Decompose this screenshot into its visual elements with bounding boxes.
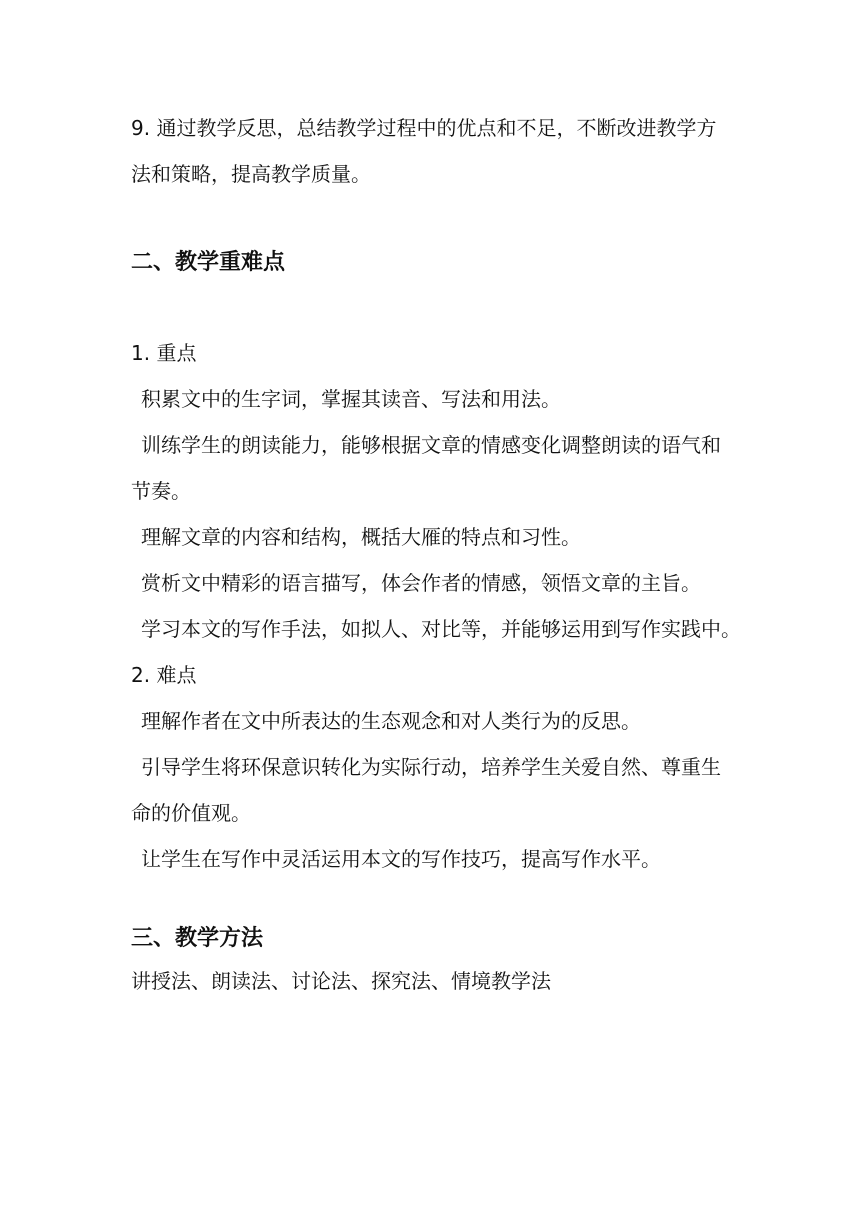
paragraph-line: 法和策略，提高教学质量。	[131, 162, 371, 186]
teaching-methods-text	[131, 958, 741, 1004]
key-item: 赏析文中精彩的语言描写，体会作者的情感，领悟文章的主旨。	[141, 571, 701, 595]
paragraph-reflection	[131, 105, 741, 197]
difficult-label: 2. 难点	[131, 663, 197, 687]
difficult-item: 理解作者在文中所表达的生态观念和对人类行为的反思。	[141, 709, 641, 733]
key-label: 1. 重点	[131, 341, 197, 365]
difficult-item: 引导学生将环保意识转化为实际行动，培养学生关爱自然、尊重生	[141, 755, 721, 779]
section-heading-teaching-methods: 三、教学方法	[131, 926, 264, 951]
key-item: 理解文章的内容和结构，概括大雁的特点和习性。	[141, 525, 581, 549]
key-item: 积累文中的生字词，掌握其读音、写法和用法。	[141, 387, 561, 411]
difficult-item: 让学生在写作中灵活运用本文的写作技巧，提高写作水平。	[141, 847, 661, 871]
key-item: 学习本文的写作手法，如拟人、对比等，并能够运用到写作实践中。	[141, 617, 741, 641]
methods-line: 讲授法、朗读法、讨论法、探究法、情境教学法	[131, 969, 551, 993]
key-points-block	[131, 330, 741, 882]
section-heading-key-difficult: 二、教学重难点	[131, 250, 286, 275]
key-item: 训练学生的朗读能力，能够根据文章的情感变化调整朗读的语气和	[141, 433, 721, 457]
paragraph-line: 9. 通过教学反思，总结教学过程中的优点和不足，不断改进教学方	[131, 116, 717, 140]
difficult-item-continuation: 命的价值观。	[131, 801, 251, 825]
key-item-continuation: 节奏。	[131, 479, 191, 503]
